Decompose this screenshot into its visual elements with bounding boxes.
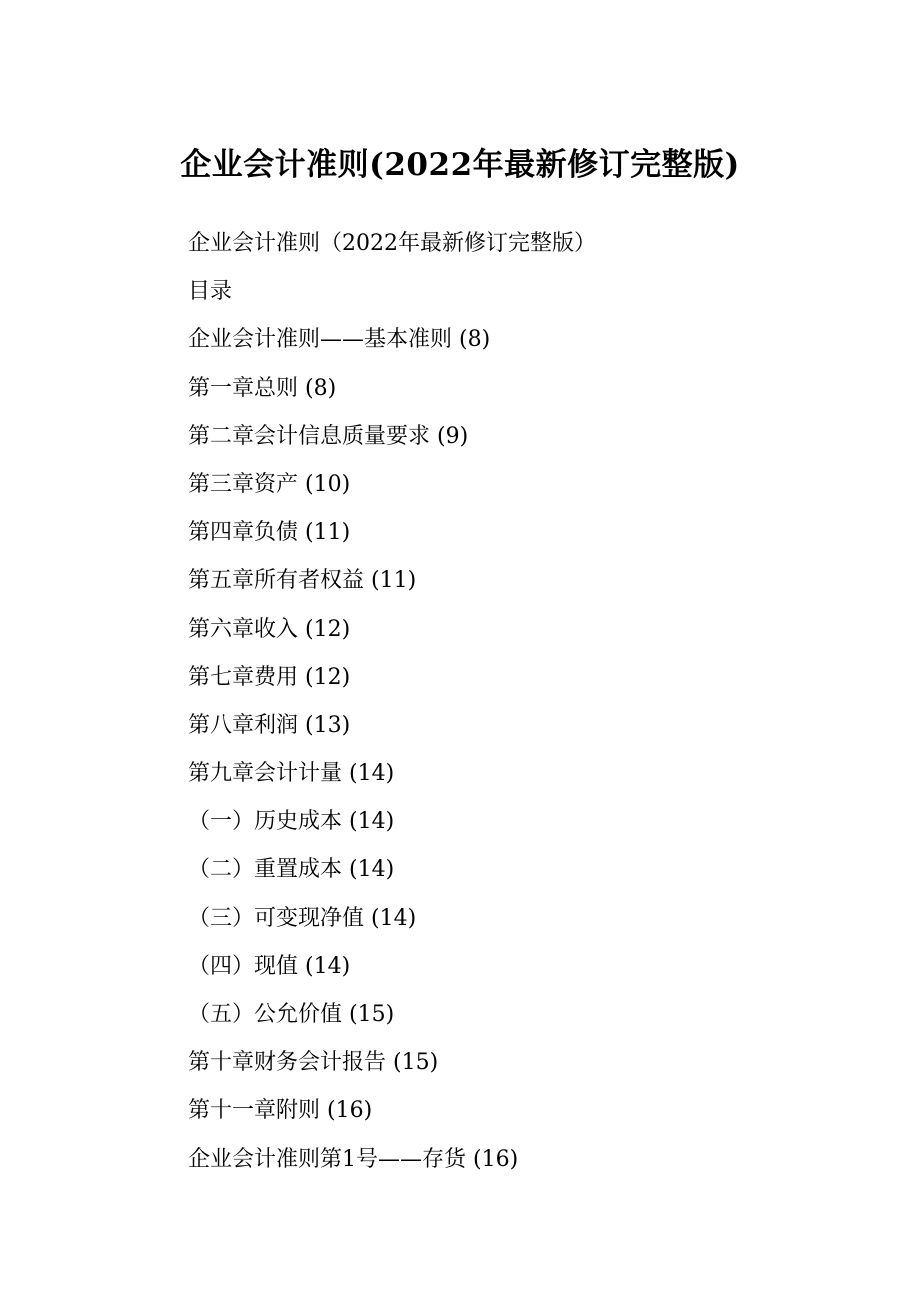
toc-item: （三）可变现净值 (14) <box>188 905 417 931</box>
toc-item: 第四章负债 (11) <box>188 520 351 546</box>
toc-item: 第八章利润 (13) <box>188 712 351 738</box>
toc-item: 第十章财务会计报告 (15) <box>188 1050 439 1076</box>
toc-item: 第三章资产 (10) <box>188 471 351 497</box>
document-title: 企业会计准则(2022年最新修订完整版) <box>180 147 740 183</box>
toc-item: 第五章所有者权益 (11) <box>188 568 417 594</box>
toc-heading: 目录 <box>188 279 233 305</box>
toc-item: 第六章收入 (12) <box>188 616 351 642</box>
toc-item: 第七章费用 (12) <box>188 664 351 690</box>
toc-item: 企业会计准则——基本准则 (8) <box>188 327 491 353</box>
toc-item: （二）重置成本 (14) <box>188 857 395 883</box>
toc-item: 企业会计准则第1号——存货 (16) <box>188 1146 519 1172</box>
toc-item: 第九章会计计量 (14) <box>188 761 395 787</box>
toc-item: （一）历史成本 (14) <box>188 809 395 835</box>
toc-item: 第二章会计信息质量要求 (9) <box>188 423 469 449</box>
toc-item: （四）现值 (14) <box>188 953 351 979</box>
toc-line-subtitle: 企业会计准则（2022年最新修订完整版） <box>188 231 596 256</box>
table-of-contents <box>188 224 888 1188</box>
toc-item: 第十一章附则 (16) <box>188 1098 373 1124</box>
toc-item: （五）公允价值 (15) <box>188 1002 395 1027</box>
toc-item: 第一章总则 (8) <box>188 375 337 401</box>
